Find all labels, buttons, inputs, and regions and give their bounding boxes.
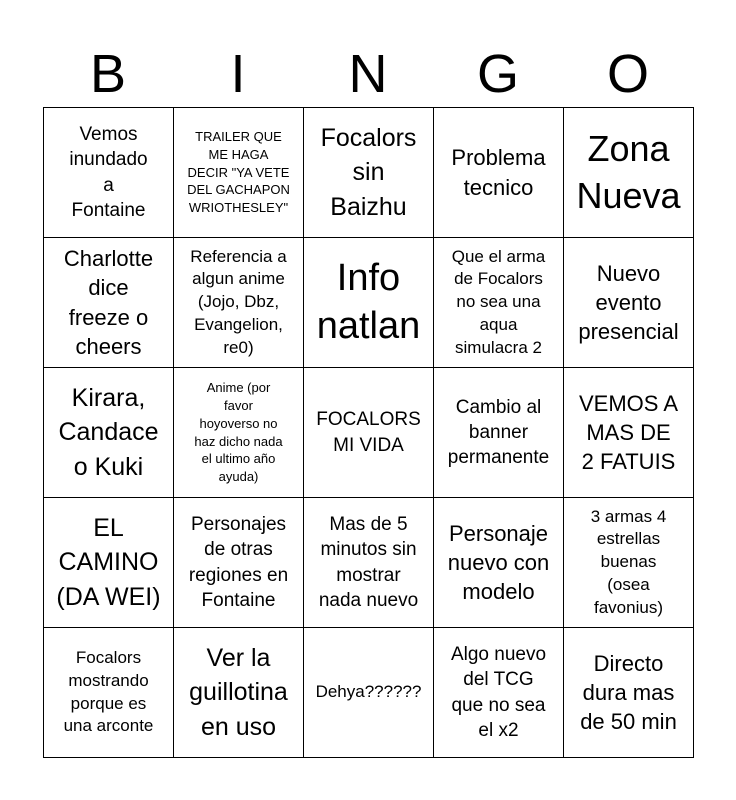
bingo-cell-r2c4[interactable]: [434, 238, 564, 368]
bingo-cell-text: Personajes de otras regiones en Fontaine: [188, 513, 289, 611]
bingo-cell-r4c4[interactable]: [434, 498, 564, 628]
header-letter-b: B: [89, 44, 127, 104]
bingo-cell-r1c4[interactable]: [434, 108, 564, 238]
bingo-cell-r4c2[interactable]: [174, 498, 304, 628]
bingo-cell-r5c4[interactable]: [434, 628, 564, 758]
bingo-cell-r5c1[interactable]: [44, 628, 174, 758]
bingo-cell-text: TRAILER QUE ME HAGA DECIR "YA VETE DEL GACHAPON WRIOTHESLEY": [187, 128, 290, 216]
header-letter-i: I: [230, 44, 246, 104]
bingo-cell-text: FOCALORS MI VIDA: [316, 409, 421, 456]
bingo-cell-text: Personaje nuevo con modelo: [447, 520, 550, 605]
bingo-cell-r2c2[interactable]: [174, 238, 304, 368]
header-letter-g: G: [476, 44, 519, 104]
bingo-cell-r3c1[interactable]: [44, 368, 174, 498]
bingo-cell-r1c3[interactable]: [304, 108, 434, 238]
bingo-cell-text: Cambio al banner permanente: [447, 396, 550, 469]
bingo-grid: [43, 107, 694, 758]
bingo-cell-text: Referencia a algun anime (Jojo, Dbz, Evangelion, re0): [190, 246, 287, 357]
bingo-cell-text: Ver la guillotina en uso: [189, 643, 288, 741]
bingo-cell-r2c3[interactable]: [304, 238, 434, 368]
bingo-cell-r5c5[interactable]: [564, 628, 694, 758]
bingo-cell-text: Algo nuevo del TCG que no sea el x2: [450, 643, 547, 741]
bingo-cell-text: Mas de 5 minutos sin mostrar nada nuevo: [318, 513, 419, 611]
bingo-cell-text: Focalors mostrando porque es una arconte: [63, 647, 154, 736]
bingo-cell-text: Directo dura mas de 50 min: [580, 650, 677, 735]
bingo-cell-text: Dehya??????: [315, 682, 422, 702]
bingo-cell-r4c5[interactable]: [564, 498, 694, 628]
bingo-cell-text: Que el arma de Focalors no sea una aqua simulacra 2: [451, 246, 546, 357]
bingo-header: [43, 42, 693, 106]
bingo-cell-text: Problema tecnico: [451, 145, 546, 200]
bingo-cell-r2c1[interactable]: [44, 238, 174, 368]
bingo-cell-r3c2[interactable]: [174, 368, 304, 498]
bingo-cell-r5c3[interactable]: [304, 628, 434, 758]
bingo-cell-text: VEMOS A MAS DE 2 FATUIS: [578, 390, 679, 475]
bingo-cell-text: Charlotte dice freeze o cheers: [63, 246, 154, 359]
header-letter-o: O: [606, 44, 649, 104]
bingo-cell-text: EL CAMINO (DA WEI): [56, 513, 161, 611]
bingo-cell-text: Nuevo evento presencial: [578, 260, 679, 345]
header-letter-n: N: [348, 44, 388, 104]
bingo-cell-text: Zona Nueva: [576, 127, 681, 216]
bingo-cell-text: Focalors sin Baizhu: [320, 123, 417, 221]
bingo-cell-r1c1[interactable]: [44, 108, 174, 238]
bingo-cell-r3c3[interactable]: [304, 368, 434, 498]
bingo-cell-r1c2[interactable]: [174, 108, 304, 238]
bingo-cell-r1c5[interactable]: [564, 108, 694, 238]
bingo-cell-text: 3 armas 4 estrellas buenas (osea favonius): [590, 506, 667, 617]
bingo-cell-r3c4[interactable]: [434, 368, 564, 498]
bingo-cell-r3c5[interactable]: [564, 368, 694, 498]
bingo-cell-r5c2[interactable]: [174, 628, 304, 758]
bingo-cell-r4c1[interactable]: [44, 498, 174, 628]
bingo-cell-text: Vemos inundado a Fontaine: [69, 123, 148, 221]
bingo-cell-text: Info natlan: [316, 257, 421, 347]
bingo-cell-r2c5[interactable]: [564, 238, 694, 368]
bingo-cell-r4c3[interactable]: [304, 498, 434, 628]
bingo-cell-text: Anime (por favor hoyoverso no haz dicho nada el ultimo año ayuda): [194, 379, 283, 485]
bingo-cell-text: Kirara, Candace o Kuki: [58, 383, 159, 481]
